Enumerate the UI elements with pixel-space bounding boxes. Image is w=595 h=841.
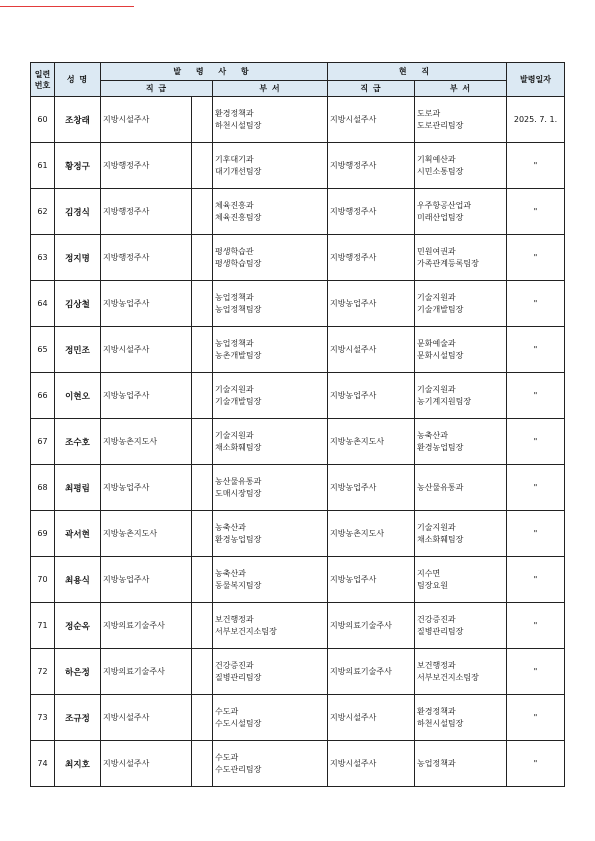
new-department — [213, 327, 328, 373]
row-number: 74 — [31, 741, 55, 787]
current-department-line: 기술지원과 — [417, 384, 456, 394]
employee-name: 조창래 — [55, 97, 101, 143]
table-row — [31, 97, 565, 143]
employee-name: 하은정 — [55, 649, 101, 695]
current-department-line: 도로과 — [417, 108, 441, 118]
new-department-line: 체육진흥과 — [215, 200, 254, 210]
current-department-line: 문화예술과 — [417, 338, 456, 348]
current-department-line: 농산물유통과 — [417, 482, 464, 492]
new-department — [213, 695, 328, 741]
personnel-table — [30, 62, 565, 787]
new-department-line: 환경농업팀장 — [215, 534, 262, 544]
new-department-line: 기술지원과 — [215, 384, 254, 394]
row-number: 66 — [31, 373, 55, 419]
current-department-line: 미래산업팀장 — [417, 212, 464, 222]
new-department-line: 농촌개발팀장 — [215, 350, 262, 360]
row-number: 68 — [31, 465, 55, 511]
appointment-date: " — [507, 557, 565, 603]
current-department — [415, 603, 507, 649]
current-department — [415, 695, 507, 741]
new-department-line: 수도과 — [215, 706, 239, 716]
new-department — [213, 557, 328, 603]
table-row — [31, 741, 565, 787]
current-department — [415, 97, 507, 143]
current-department-line: 시민소통팀장 — [417, 166, 464, 176]
appointment-date: " — [507, 695, 565, 741]
table-row — [31, 603, 565, 649]
spacer-cell — [192, 281, 213, 327]
table-row — [31, 373, 565, 419]
table-row — [31, 419, 565, 465]
current-department-line: 지수면 — [417, 568, 441, 578]
current-department — [415, 189, 507, 235]
new-department — [213, 235, 328, 281]
new-department — [213, 603, 328, 649]
current-department-line: 기술지원과 — [417, 522, 456, 532]
employee-name: 최용식 — [55, 557, 101, 603]
current-department-line: 도로관리팀장 — [417, 120, 464, 130]
new-department — [213, 741, 328, 787]
new-rank: 지방행정주사 — [101, 143, 192, 189]
current-rank: 지방농촌지도사 — [328, 419, 415, 465]
row-number: 61 — [31, 143, 55, 189]
current-department-line: 기술개발팀장 — [417, 304, 464, 314]
current-rank: 지방시설주사 — [328, 97, 415, 143]
employee-name: 정순옥 — [55, 603, 101, 649]
new-rank: 지방의료기술주사 — [101, 603, 192, 649]
col-new-dept: 부 서 — [213, 81, 328, 97]
new-department-line: 기후대기과 — [215, 154, 254, 164]
appointment-date: " — [507, 281, 565, 327]
col-current: 현 직 — [328, 63, 507, 81]
new-department-line: 평생학습팀장 — [215, 258, 262, 268]
employee-name: 김상철 — [55, 281, 101, 327]
row-number: 67 — [31, 419, 55, 465]
new-department — [213, 419, 328, 465]
new-department-line: 동물복지팀장 — [215, 580, 262, 590]
row-number: 71 — [31, 603, 55, 649]
current-rank: 지방의료기술주사 — [328, 649, 415, 695]
header-rule — [0, 6, 134, 7]
new-rank: 지방시설주사 — [101, 97, 192, 143]
current-department-line: 가족관계등록팀장 — [417, 258, 479, 268]
current-department-line: 보건행정과 — [417, 660, 456, 670]
new-department-line: 건강증진과 — [215, 660, 254, 670]
new-rank: 지방농촌지도사 — [101, 511, 192, 557]
spacer-cell — [192, 327, 213, 373]
table-row — [31, 557, 565, 603]
row-number: 73 — [31, 695, 55, 741]
new-department-line: 농업정책과 — [215, 292, 254, 302]
current-rank: 지방행정주사 — [328, 189, 415, 235]
appointment-date: " — [507, 511, 565, 557]
appointment-date: " — [507, 419, 565, 465]
new-rank: 지방시설주사 — [101, 695, 192, 741]
appointment-date: " — [507, 373, 565, 419]
current-department-line: 팀장요원 — [417, 580, 448, 590]
current-department-line: 하천시설팀장 — [417, 718, 464, 728]
current-department-line: 문화시설팀장 — [417, 350, 464, 360]
table-row — [31, 235, 565, 281]
spacer-cell — [192, 97, 213, 143]
new-department-line: 농축산과 — [215, 568, 246, 578]
table-row — [31, 511, 565, 557]
current-department-line: 서부보건지소팀장 — [417, 672, 479, 682]
header-row-sub — [31, 81, 565, 97]
row-number: 62 — [31, 189, 55, 235]
spacer-cell — [192, 741, 213, 787]
new-rank: 지방시설주사 — [101, 327, 192, 373]
current-department — [415, 327, 507, 373]
employee-name: 곽서현 — [55, 511, 101, 557]
current-department-line: 농업정책과 — [417, 758, 456, 768]
appointment-date: " — [507, 465, 565, 511]
current-department-line: 기획예산과 — [417, 154, 456, 164]
employee-name: 정지명 — [55, 235, 101, 281]
new-department-line: 농축산과 — [215, 522, 246, 532]
current-department — [415, 281, 507, 327]
new-department — [213, 97, 328, 143]
new-department-line: 서부보건지소팀장 — [215, 626, 277, 636]
new-department-line: 농업정책팀장 — [215, 304, 262, 314]
new-department — [213, 281, 328, 327]
current-rank: 지방농촌지도사 — [328, 511, 415, 557]
col-appointment: 발 령 사 항 — [101, 63, 328, 81]
current-department-line: 환경농업팀장 — [417, 442, 464, 452]
row-number: 65 — [31, 327, 55, 373]
spacer-cell — [192, 511, 213, 557]
employee-name: 최평림 — [55, 465, 101, 511]
new-department-line: 도매시장팀장 — [215, 488, 262, 498]
appointment-date: 2025. 7. 1. — [507, 97, 565, 143]
current-department — [415, 373, 507, 419]
spacer-cell — [192, 373, 213, 419]
table-row — [31, 465, 565, 511]
current-rank: 지방의료기술주사 — [328, 603, 415, 649]
spacer-cell — [192, 649, 213, 695]
col-serial-line1: 일련 — [34, 69, 51, 79]
current-rank: 지방시설주사 — [328, 695, 415, 741]
current-department — [415, 649, 507, 695]
current-department — [415, 465, 507, 511]
new-department-line: 환경정책과 — [215, 108, 254, 118]
current-department — [415, 557, 507, 603]
new-rank: 지방농업주사 — [101, 557, 192, 603]
col-serial-line2: 번호 — [34, 80, 51, 90]
spacer-cell — [192, 235, 213, 281]
employee-name: 최지호 — [55, 741, 101, 787]
employee-name: 김경식 — [55, 189, 101, 235]
col-serial — [31, 63, 55, 97]
current-department — [415, 143, 507, 189]
spacer-cell — [192, 189, 213, 235]
row-number: 72 — [31, 649, 55, 695]
table-row — [31, 649, 565, 695]
new-department-line: 하천시설팀장 — [215, 120, 262, 130]
new-rank: 지방농업주사 — [101, 465, 192, 511]
new-department-line: 평생학습관 — [215, 246, 254, 256]
current-department-line: 환경정책과 — [417, 706, 456, 716]
current-department-line: 민원여권과 — [417, 246, 456, 256]
col-cur-rank: 직 급 — [328, 81, 415, 97]
current-rank: 지방시설주사 — [328, 741, 415, 787]
new-department — [213, 465, 328, 511]
current-rank: 지방농업주사 — [328, 465, 415, 511]
current-rank: 지방행정주사 — [328, 235, 415, 281]
new-department-line: 대기개선팀장 — [215, 166, 262, 176]
current-department-line: 기술지원과 — [417, 292, 456, 302]
new-rank: 지방농업주사 — [101, 373, 192, 419]
header-row-main — [31, 63, 565, 81]
new-rank: 지방의료기술주사 — [101, 649, 192, 695]
employee-name: 조규정 — [55, 695, 101, 741]
employee-name: 정민조 — [55, 327, 101, 373]
current-department-line: 건강증진과 — [417, 614, 456, 624]
current-department — [415, 741, 507, 787]
row-number: 69 — [31, 511, 55, 557]
employee-name: 이현오 — [55, 373, 101, 419]
current-rank: 지방농업주사 — [328, 557, 415, 603]
col-cur-dept: 부 서 — [415, 81, 507, 97]
current-department-line: 농기계지원팀장 — [417, 396, 472, 406]
new-department-line: 체육진흥팀장 — [215, 212, 262, 222]
new-department — [213, 373, 328, 419]
new-department — [213, 143, 328, 189]
appointment-date: " — [507, 235, 565, 281]
new-department-line: 수도과 — [215, 752, 239, 762]
table-row — [31, 695, 565, 741]
row-number: 64 — [31, 281, 55, 327]
col-date: 발령일자 — [507, 63, 565, 97]
new-department-line: 수도관리팀장 — [215, 764, 262, 774]
table-row — [31, 327, 565, 373]
current-rank: 지방시설주사 — [328, 327, 415, 373]
col-name: 성 명 — [55, 63, 101, 97]
current-rank: 지방농업주사 — [328, 281, 415, 327]
new-rank: 지방행정주사 — [101, 189, 192, 235]
appointment-date: " — [507, 327, 565, 373]
appointment-date: " — [507, 603, 565, 649]
current-rank: 지방농업주사 — [328, 373, 415, 419]
employee-name: 황정구 — [55, 143, 101, 189]
current-department-line: 우주항공산업과 — [417, 200, 472, 210]
appointment-date: " — [507, 189, 565, 235]
spacer-cell — [192, 143, 213, 189]
table-row — [31, 143, 565, 189]
current-department — [415, 511, 507, 557]
current-department-line: 농축산과 — [417, 430, 448, 440]
current-department — [415, 419, 507, 465]
new-department-line: 채소화훼팀장 — [215, 442, 262, 452]
new-department-line: 농산물유통과 — [215, 476, 262, 486]
spacer-cell — [192, 603, 213, 649]
spacer-cell — [192, 465, 213, 511]
new-department — [213, 649, 328, 695]
spacer-cell — [192, 419, 213, 465]
new-department-line: 기술지원과 — [215, 430, 254, 440]
current-rank: 지방행정주사 — [328, 143, 415, 189]
employee-name: 조수호 — [55, 419, 101, 465]
new-rank: 지방농업주사 — [101, 281, 192, 327]
row-number: 63 — [31, 235, 55, 281]
new-department-line: 기술개발팀장 — [215, 396, 262, 406]
new-rank: 지방농촌지도사 — [101, 419, 192, 465]
appointment-date: " — [507, 741, 565, 787]
table-row — [31, 281, 565, 327]
row-number: 60 — [31, 97, 55, 143]
current-department-line: 질병관리팀장 — [417, 626, 464, 636]
col-new-rank: 직 급 — [101, 81, 213, 97]
new-department-line: 보건행정과 — [215, 614, 254, 624]
new-department — [213, 189, 328, 235]
new-department-line: 농업정책과 — [215, 338, 254, 348]
row-number: 70 — [31, 557, 55, 603]
appointment-date: " — [507, 649, 565, 695]
current-department-line: 채소화훼팀장 — [417, 534, 464, 544]
current-department — [415, 235, 507, 281]
appointment-date: " — [507, 143, 565, 189]
new-department — [213, 511, 328, 557]
new-rank: 지방시설주사 — [101, 741, 192, 787]
spacer-cell — [192, 557, 213, 603]
table-row — [31, 189, 565, 235]
new-department-line: 수도시설팀장 — [215, 718, 262, 728]
new-rank: 지방행정주사 — [101, 235, 192, 281]
spacer-cell — [192, 695, 213, 741]
new-department-line: 질병관리팀장 — [215, 672, 262, 682]
